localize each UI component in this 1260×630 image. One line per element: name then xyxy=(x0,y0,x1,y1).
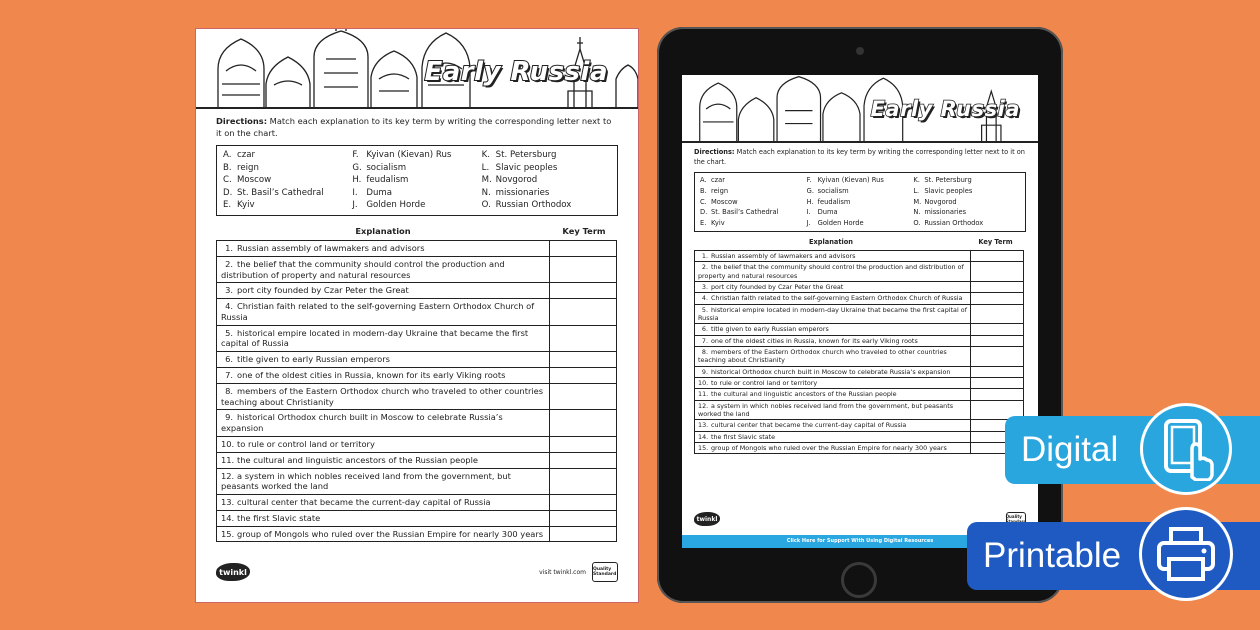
key-term: K. St. Petersburg xyxy=(913,176,972,185)
explanation-table xyxy=(694,250,1024,454)
table-row xyxy=(217,352,617,368)
answer-cell[interactable] xyxy=(550,256,617,283)
worksheet-footer xyxy=(216,562,618,582)
worksheet-title: Early Russia xyxy=(424,57,608,87)
table-row xyxy=(217,283,617,299)
key-term: D. St. Basil’s Cathedral xyxy=(700,208,779,217)
answer-cell[interactable] xyxy=(550,495,617,511)
table-row xyxy=(217,526,617,542)
row-number: 11. xyxy=(698,390,709,399)
support-link[interactable]: Click Here for Support With Using Digital Resources xyxy=(682,535,1038,548)
table-row xyxy=(695,335,1024,346)
key-term: N. missionaries xyxy=(481,187,550,198)
explanation-text: historical Orthodox church built in Moscow to celebrate Russia’s expansion xyxy=(711,367,951,376)
directions-text: Match each explanation to its key term by writing the corresponding letter next to it on the chart. xyxy=(216,116,612,139)
key-term: B. reign xyxy=(223,162,259,173)
explanation-text: a system in which nobles received land from the government, but peasants worked the land xyxy=(698,401,954,418)
answer-cell[interactable] xyxy=(971,262,1024,282)
row-number: 13. xyxy=(698,421,709,430)
directions-label: Directions: xyxy=(694,148,735,156)
answer-cell[interactable] xyxy=(550,283,617,299)
table-row xyxy=(695,389,1024,400)
row-number: 6. xyxy=(225,354,233,365)
key-term: A. czar xyxy=(223,150,256,161)
answer-cell[interactable] xyxy=(971,293,1024,304)
table-row xyxy=(217,436,617,452)
key-term: J. Golden Horde xyxy=(352,200,426,211)
key-term: H. feudalism xyxy=(352,175,409,186)
twinkl-logo: twinkl xyxy=(694,512,720,526)
key-term: I. Duma xyxy=(806,208,838,217)
home-button[interactable] xyxy=(841,562,877,598)
key-term: E. Kyiv xyxy=(223,200,255,211)
table-row xyxy=(217,510,617,526)
explanation-text: the cultural and linguistic ancestors of the Russian people xyxy=(237,454,478,465)
explanation-text: cultural center that became the current-day capital of Russia xyxy=(237,497,491,508)
row-number: 1. xyxy=(225,243,233,253)
explanation-text: Christian faith related to the self-governing Eastern Orthodox Church of Russia xyxy=(221,301,535,322)
answer-cell[interactable] xyxy=(550,436,617,452)
directions xyxy=(694,148,1026,167)
explanation-text: port city founded by Czar Peter the Great xyxy=(711,283,844,292)
table-row xyxy=(217,299,617,326)
row-number: 10. xyxy=(221,438,235,449)
quality-badge: Quality xyxy=(1006,512,1026,526)
key-term: G. socialism xyxy=(352,162,407,173)
key-terms-column xyxy=(352,149,481,212)
answer-cell[interactable] xyxy=(971,347,1024,367)
table-row xyxy=(695,366,1024,377)
answer-cell[interactable] xyxy=(971,324,1024,335)
table-row xyxy=(217,368,617,384)
directions xyxy=(216,115,618,139)
table-row xyxy=(695,282,1024,293)
key-term: M. Novgorod xyxy=(481,175,538,186)
row-number: 14. xyxy=(698,432,709,441)
key-term: G. socialism xyxy=(806,186,849,195)
key-term: N. missionaries xyxy=(913,208,967,217)
table-row xyxy=(695,431,1024,442)
explanation-text: title given to early Russian emperors xyxy=(237,354,390,365)
footer-url: visit twinkl.com xyxy=(539,568,586,576)
row-number: 4. xyxy=(701,294,708,303)
table-row xyxy=(217,468,617,495)
digital-worksheet xyxy=(682,75,1038,548)
answer-cell[interactable] xyxy=(550,526,617,542)
worksheet-banner xyxy=(682,75,1038,143)
explanation-text: port city founded by Czar Peter the Great xyxy=(237,285,409,296)
key-terms-column xyxy=(807,175,914,229)
answer-cell[interactable] xyxy=(550,410,617,437)
key-terms-column xyxy=(223,149,352,212)
table-row xyxy=(217,410,617,437)
key-term: F. Kyivan (Kievan) Rus xyxy=(352,150,452,161)
table-row xyxy=(217,241,617,257)
explanation-text: the cultural and linguistic ancestors of the Russian people xyxy=(711,390,897,399)
key-term: M. Novgorod xyxy=(913,197,957,206)
answer-cell[interactable] xyxy=(971,251,1024,262)
answer-cell[interactable] xyxy=(550,368,617,384)
explanation-text: the belief that the community should control the production and distribution of property and natural resources xyxy=(698,263,964,280)
explanation-text: the first Slavic state xyxy=(711,432,776,441)
row-number: 4. xyxy=(225,301,233,312)
key-terms-box xyxy=(694,172,1026,232)
key-term: A. czar xyxy=(700,176,726,185)
explanation-text: one of the oldest cities in Russia, known for its early Viking roots xyxy=(237,370,506,381)
key-term-header: Key Term xyxy=(562,226,606,236)
table-row xyxy=(695,420,1024,431)
answer-cell[interactable] xyxy=(550,325,617,352)
explanation-text: historical empire located in modern-day Ukraine that became the first capital of Russia xyxy=(221,327,529,349)
explanation-text: title given to early Russian emperors xyxy=(711,325,829,334)
row-number: 9. xyxy=(701,367,708,376)
key-term: F. Kyivan (Kievan) Rus xyxy=(806,176,884,185)
table-row xyxy=(217,383,617,410)
table-row xyxy=(695,324,1024,335)
twinkl-logo: twinkl xyxy=(216,563,250,581)
row-number: 13. xyxy=(221,497,235,508)
table-header xyxy=(694,238,1026,248)
answer-cell[interactable] xyxy=(971,378,1024,389)
row-number: 2. xyxy=(225,258,233,269)
row-number: 6. xyxy=(701,325,708,334)
key-term: D. St. Basil’s Cathedral xyxy=(223,187,324,198)
row-number: 8. xyxy=(225,385,233,396)
row-number: 7. xyxy=(225,370,233,381)
row-number: 3. xyxy=(225,285,233,296)
key-term: I. Duma xyxy=(352,187,393,198)
camera-icon xyxy=(856,47,864,55)
row-number: 14. xyxy=(221,512,235,523)
answer-cell[interactable] xyxy=(550,352,617,368)
table-row xyxy=(217,495,617,511)
explanation-text: Russian assembly of lawmakers and advisors xyxy=(237,243,425,253)
printable-worksheet xyxy=(196,29,638,602)
tablet-touch-icon xyxy=(1156,417,1216,481)
worksheet-banner xyxy=(196,29,638,109)
row-number: 5. xyxy=(225,327,233,338)
key-terms-column xyxy=(700,175,807,229)
answer-cell[interactable] xyxy=(971,389,1024,400)
table-row xyxy=(695,262,1024,282)
digital-icon-circle xyxy=(1140,403,1232,495)
key-term: H. feudalism xyxy=(806,197,851,206)
explanation-table xyxy=(216,240,617,542)
row-number: 9. xyxy=(225,412,233,423)
explanation-text: a system in which nobles received land from the government, but peasants worked the land xyxy=(221,470,511,492)
answer-cell[interactable] xyxy=(971,304,1024,324)
explanation-text: cultural center that became the current-day capital of Russia xyxy=(711,421,907,430)
key-term: E. Kyiv xyxy=(700,219,725,228)
explanation-text: members of the Eastern Orthodox church who traveled to other countries teaching about Christianity xyxy=(221,385,544,407)
explanation-text: the first Slavic state xyxy=(237,512,321,523)
table-row xyxy=(695,378,1024,389)
key-term-header: Key Term xyxy=(978,238,1013,247)
row-number: 10. xyxy=(698,379,709,388)
answer-cell[interactable] xyxy=(550,468,617,495)
key-term: L. Slavic peoples xyxy=(913,186,973,195)
answer-cell[interactable] xyxy=(971,366,1024,377)
key-terms-box xyxy=(216,145,618,216)
table-row xyxy=(695,293,1024,304)
explanation-text: group of Mongols who ruled over the Russian Empire for nearly 300 years xyxy=(711,443,947,452)
row-number: 2. xyxy=(701,263,708,272)
explanation-text: members of the Eastern Orthodox church who traveled to other countries teaching about Christianity xyxy=(698,348,947,365)
worksheet-title: Early Russia xyxy=(870,97,1020,121)
explanation-text: historical Orthodox church built in Moscow to celebrate Russia’s expansion xyxy=(221,412,503,434)
answer-cell[interactable] xyxy=(550,510,617,526)
explanation-header: Explanation xyxy=(355,226,411,236)
table-row xyxy=(695,442,1024,453)
key-term: J. Golden Horde xyxy=(806,219,864,228)
table-row xyxy=(217,452,617,468)
table-row xyxy=(217,325,617,352)
explanation-text: to rule or control land or territory xyxy=(711,379,818,388)
explanation-text: to rule or control land or territory xyxy=(237,438,375,449)
table-row xyxy=(217,256,617,283)
answer-cell[interactable] xyxy=(971,335,1024,346)
explanation-text: one of the oldest cities in Russia, known for its early Viking roots xyxy=(711,336,918,345)
key-term: B. reign xyxy=(700,186,729,195)
explanation-text: the belief that the community should control the production and distribution of property and natural resources xyxy=(221,258,505,280)
explanation-text: group of Mongols who ruled over the Russian Empire for nearly 300 years xyxy=(237,528,544,539)
table-row xyxy=(695,347,1024,367)
answer-cell[interactable] xyxy=(550,383,617,410)
table-header xyxy=(216,226,618,238)
row-number: 5. xyxy=(701,305,708,314)
key-term: K. St. Petersburg xyxy=(481,150,557,161)
row-number: 1. xyxy=(701,252,708,261)
explanation-text: Christian faith related to the self-governing Eastern Orthodox Church of Russia xyxy=(711,294,963,303)
printer-icon xyxy=(1155,525,1217,583)
printable-label: Printable xyxy=(983,536,1122,575)
table-row xyxy=(695,251,1024,262)
explanation-header: Explanation xyxy=(809,238,853,247)
key-term: C. Moscow xyxy=(700,197,738,206)
key-terms-column xyxy=(913,175,1020,229)
table-row xyxy=(695,400,1024,420)
quality-badge: Quality Standard xyxy=(592,562,618,582)
row-number: 7. xyxy=(701,336,708,345)
answer-cell[interactable] xyxy=(550,241,617,257)
explanation-text: Russian assembly of lawmakers and advisors xyxy=(711,252,856,261)
key-term: O. Russian Orthodox xyxy=(913,219,984,228)
key-term: L. Slavic peoples xyxy=(481,162,558,173)
answer-cell[interactable] xyxy=(550,452,617,468)
digital-label: Digital xyxy=(1021,430,1119,469)
row-number: 12. xyxy=(221,470,235,481)
row-number: 15. xyxy=(221,528,235,539)
row-number: 11. xyxy=(221,454,235,465)
key-term: C. Moscow xyxy=(223,175,272,186)
explanation-text: historical empire located in modern-day Ukraine that became the first capital of Russia xyxy=(698,305,967,323)
directions-label: Directions: xyxy=(216,116,268,126)
table-row xyxy=(695,304,1024,324)
row-number: 12. xyxy=(698,401,709,410)
row-number: 8. xyxy=(701,348,708,357)
row-number: 15. xyxy=(698,443,709,452)
answer-cell[interactable] xyxy=(550,299,617,326)
printable-icon-circle xyxy=(1139,507,1233,601)
row-number: 3. xyxy=(701,283,708,292)
key-term: O. Russian Orthodox xyxy=(481,200,572,211)
key-terms-column xyxy=(482,149,611,212)
answer-cell[interactable] xyxy=(971,282,1024,293)
directions-text: Match each explanation to its key term by writing the corresponding letter next to it on the chart. xyxy=(694,148,1025,166)
